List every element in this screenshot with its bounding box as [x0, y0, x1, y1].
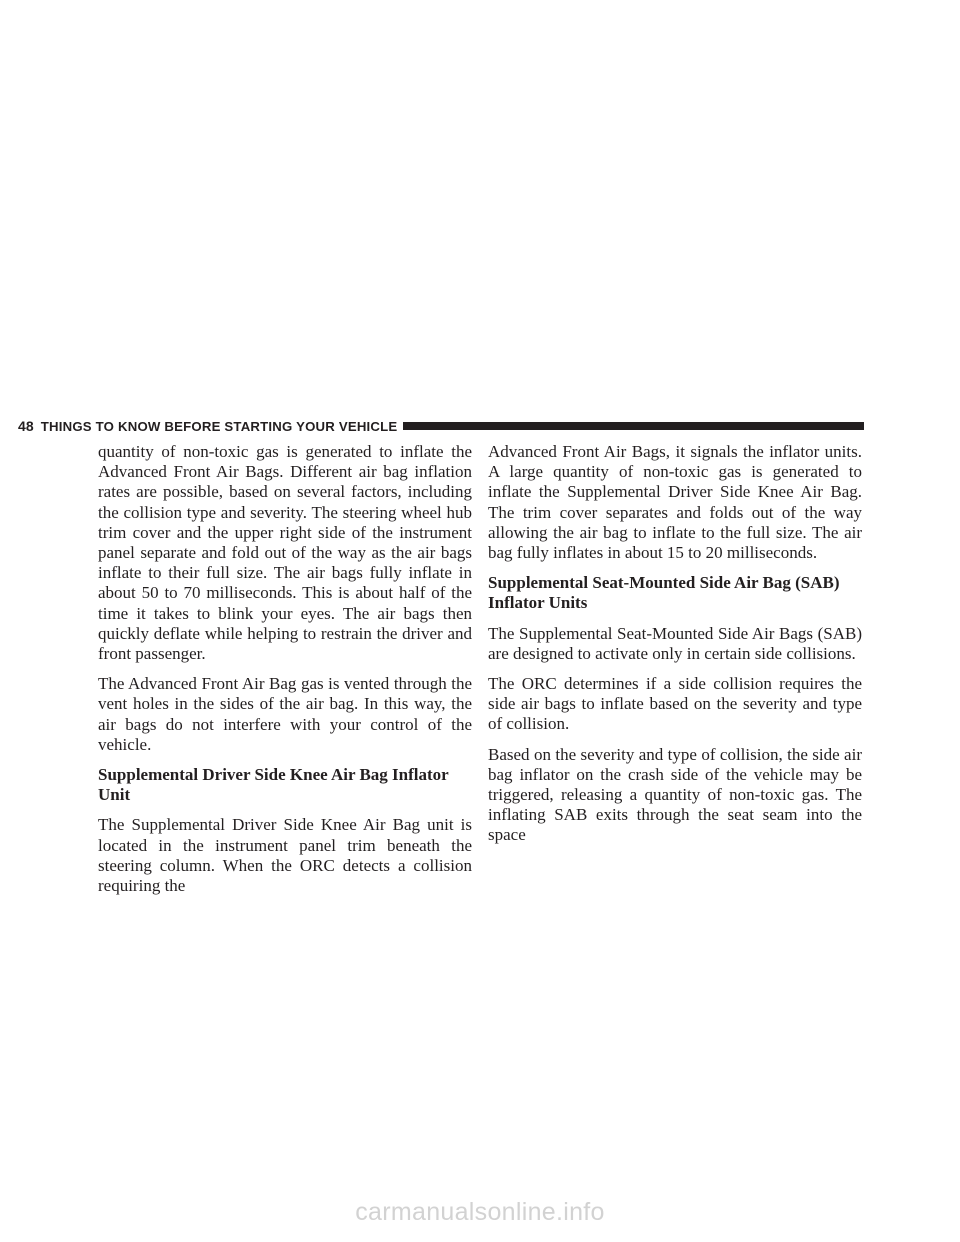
side-air-bag-heading: Supplemental Seat-Mounted Side Air Bag (SAB) Inflator Units	[488, 573, 840, 613]
page-header	[18, 416, 864, 436]
knee-air-bag-heading: Supplemental Driver Side Knee Air Bag Inflator Unit	[98, 765, 449, 805]
watermark: carmanualsonline.info	[355, 1198, 605, 1226]
right-paragraph-1: Advanced Front Air Bags, it signals the inflator units. A large quantity of non-toxic gas is generated to inflate the Supplemental Driver Side Knee Air Bag. The trim cover separates and folds out of the way allowing the air bag to inflate to the full size. The air bag fully inflates in about 15 to 20 milliseconds.	[488, 442, 862, 563]
page-number: 48	[18, 418, 34, 434]
right-column	[488, 442, 862, 856]
right-paragraph-4: Based on the severity and type of collision, the side air bag inflator on the crash side of the vehicle may be triggered, releasing a quantity of non-toxic gas. The inflating SAB exits through the seat seam into the space	[488, 744, 862, 845]
left-paragraph-2: The Advanced Front Air Bag gas is vented through the vent holes in the sides of the air bag. In this way, the air bags do not interfere with your control of the vehicle.	[98, 674, 472, 754]
right-paragraph-3: The ORC determines if a side collision requires the side air bags to inflate based on the severity and type of collision.	[488, 674, 862, 734]
right-paragraph-2: The Supplemental Seat-Mounted Side Air Bags (SAB) are designed to activate only in certain side collisions.	[488, 623, 862, 663]
left-paragraph-3: The Supplemental Driver Side Knee Air Bag unit is located in the instrument panel trim beneath the steering column. When the ORC detects a collision requiring the	[98, 815, 472, 896]
header-rule	[403, 422, 864, 430]
left-paragraph-1: quantity of non-toxic gas is generated to inflate the Advanced Front Air Bags. Different air bag inflation rates are possible, based on several factors, including the collision type and severity. The steering wheel hub trim cover and the upper right side of the instrument panel separate and fold out of the way as the air bags inflate to their full size. The air bags fully inflate in about 50 to 70 milliseconds. This is about half of the time it takes to blink your eyes. The air bags then quickly deflate while helping to restrain the driver and front passenger.	[98, 442, 472, 664]
left-column	[98, 442, 472, 906]
section-title: THINGS TO KNOW BEFORE STARTING YOUR VEHICLE	[40, 418, 398, 434]
